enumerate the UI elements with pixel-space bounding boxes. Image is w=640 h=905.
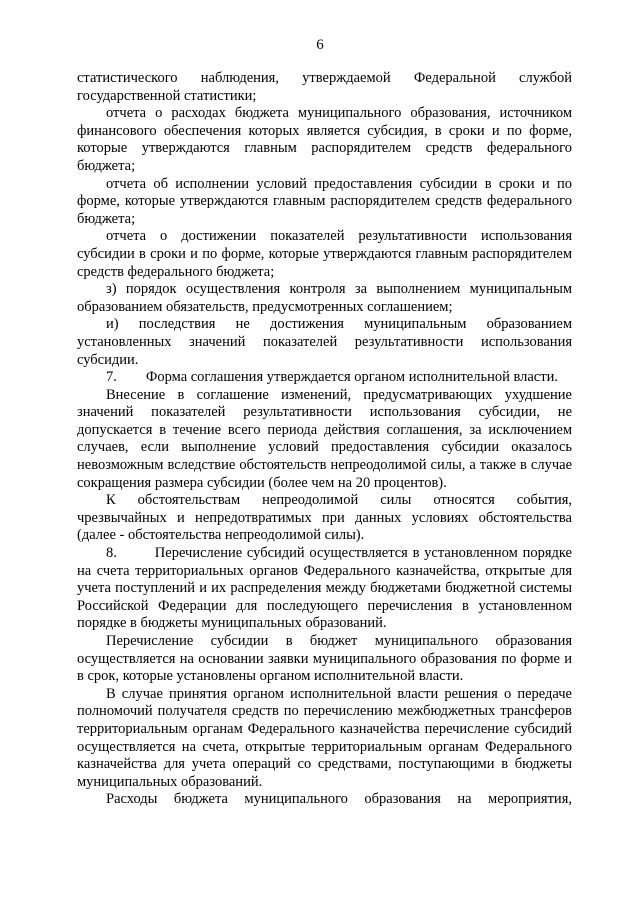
page-number: 6 [316, 37, 324, 53]
paragraph-powers-transfer: В случае принятия органом исполнительной власти решения о передаче полномочий получателя средств по перечислению межбюджетных трансферов территориальным органам Федерального казначейства перечисление субсидий осуществляется на счета, открытые территориальным органам Федерального казначейства для учета операций со средствами, поступающими в бюджеты муниципальных образований. [77, 685, 572, 790]
paragraph-force-majeure: К обстоятельствам непреодолимой силы относятся события, чрезвычайных и непредотвратимых при данных условиях обстоятельства (далее - обстоятельства непреодолимой силы). [77, 492, 572, 544]
paragraph-item-z-control: з) порядок осуществления контроля за выполнением муниципальным образованием обязательств, предусмотренных соглашением; [77, 281, 572, 315]
paragraph-item-i-consequences: и) последствия не достижения муниципальным образованием установленных значений показателей результативности использования субсидии. [77, 316, 572, 368]
paragraph-transfer-request: Перечисление субсидии в бюджет муниципального образования осуществляется на основании заявки муниципального образования по форме и в срок, которые установлены органом исполнительной власти. [77, 633, 572, 685]
document-body [77, 70, 576, 809]
paragraph-budget-expenses-report: отчета о расходах бюджета муниципального образования, источником финансового обеспечения которых является субсидия, в сроки и по форме, которые утверждаются главным распорядителем средств федерального бюджета; [77, 105, 572, 174]
paragraph-indicators-report: отчета о достижении показателей результативности использования субсидии в сроки и по форме, которые утверждаются главным распорядителем средств федерального бюджета; [77, 228, 572, 280]
paragraph-statistics-form: статистического наблюдения, утверждаемой Федеральной службой государственной статистики; [77, 70, 572, 104]
paragraph-conditions-report: отчета об исполнении условий предоставления субсидии в сроки и по форме, которые утверждаются главным распорядителем средств федерального бюджета; [77, 175, 572, 227]
paragraph-municipal-expenses: Расходы бюджета муниципального образования на мероприятия, [106, 791, 572, 808]
paragraph-section-8: 8. Перечисление субсидий осуществляется в установленном порядке на счета территориальных органов Федерального казначейства, открытые для учета поступлений и их распределения между бюджетами бюджетной системы Российской Федерации для последующего перечисления в установленном порядке в бюджеты муниципальных образований. [77, 545, 576, 632]
paragraph-agreement-changes: Внесение в соглашение изменений, предусматривающих ухудшение значений показателей результативности использования субсидии, не допускается в течение всего периода действия соглашения, за исключением случаев, если выполнение условий предоставления субсидии оказалось невозможным вследствие обстоятельств непреодолимой силы, а также в случае сокращения размера субсидии (более чем на 20 процентов). [77, 386, 572, 491]
paragraph-section-7: 7. Форма соглашения утверждается органом исполнительной власти. [106, 369, 558, 386]
